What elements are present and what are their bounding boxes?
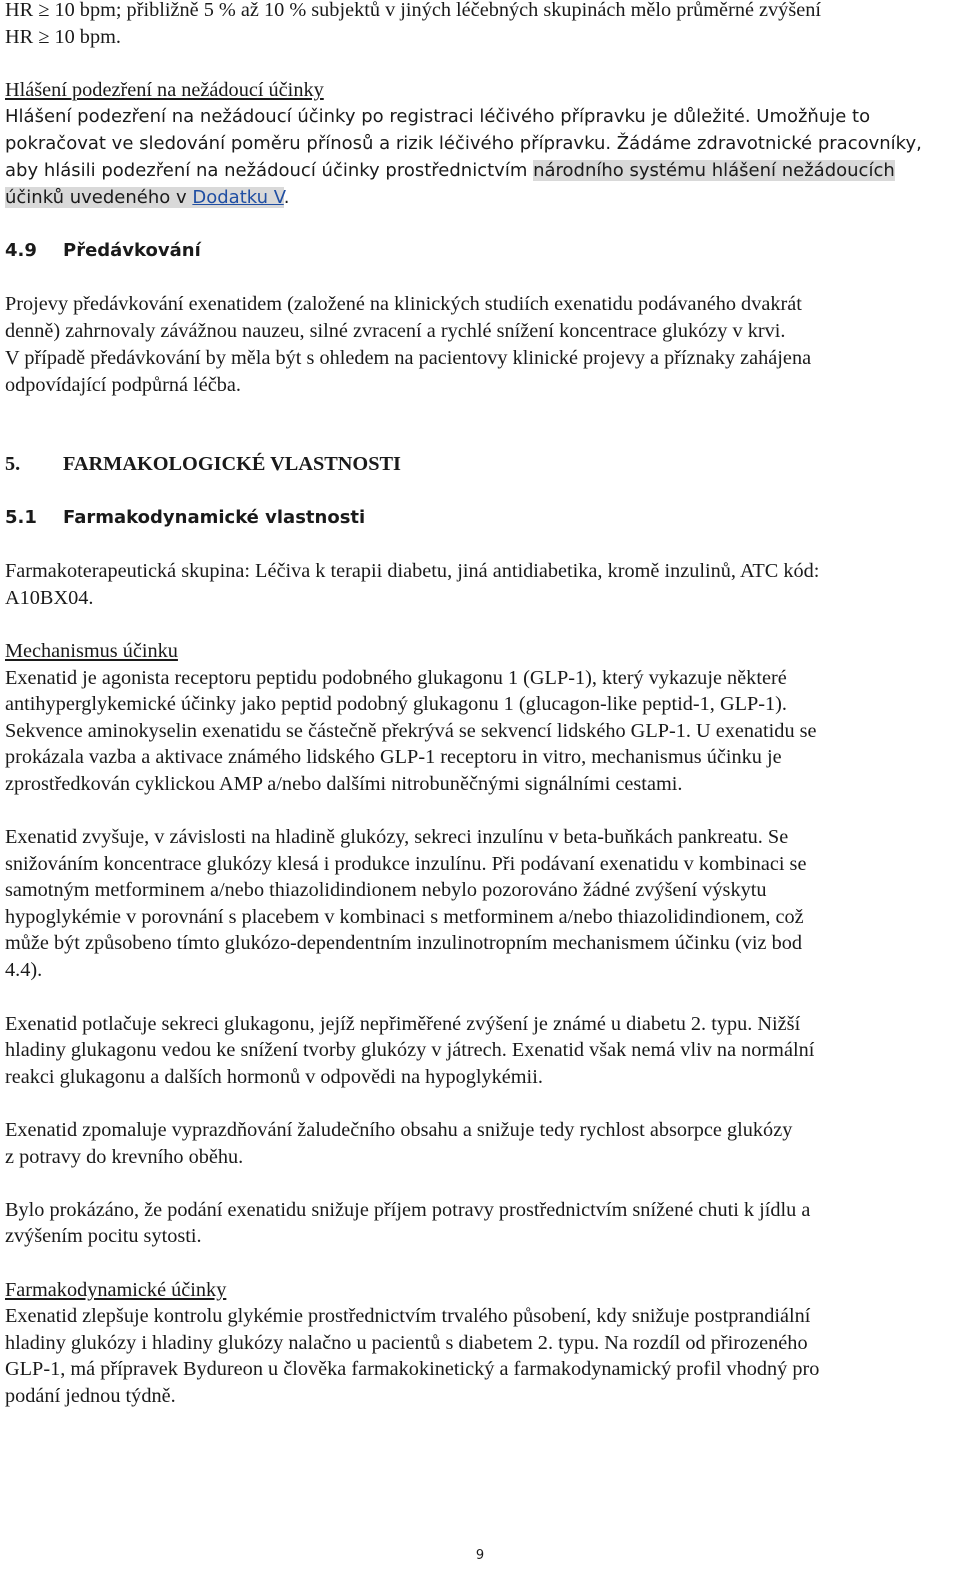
text-span: aby hlásili podezření na nežádoucí účinky prostřednictvím bbox=[5, 160, 534, 181]
text-line: Exenatid zpomaluje vyprazdňování žaludečního obsahu a snižuje tedy rychlost absorpce glukózy bbox=[5, 1119, 793, 1141]
text-line: Exenatid zvyšuje, v závislosti na hladině glukózy, sekreci inzulínu v beta-buňkách pankreatu. Se bbox=[5, 826, 789, 848]
section-number: 4.9 bbox=[5, 240, 37, 261]
text-line: 4.4). bbox=[5, 959, 43, 981]
text-line: odpovídající podpůrná léčba. bbox=[5, 374, 241, 396]
text-line: antihyperglykemické účinky jako peptid podobný glukagonu 1 (glucagon-like peptid-1, GLP-1). bbox=[5, 693, 787, 715]
text-line: hypoglykémie v porovnání s placebem v kombinaci s metforminem a/nebo thiazolidindionem, což bbox=[5, 906, 804, 928]
section-number: 5.1 bbox=[5, 507, 37, 528]
text-line: Exenatid potlačuje sekreci glukagonu, jejíž nepřiměřené zvýšení je známé u diabetu 2. typu. Nižší bbox=[5, 1013, 801, 1035]
text-line: prokázala vazba a aktivace známého lidského GLP-1 receptoru in vitro, mechanismus účinku je bbox=[5, 746, 782, 768]
text-line: HR ≥ 10 bpm. bbox=[5, 26, 121, 48]
text-line: zprostředkován cyklickou AMP a/nebo dalšími nitrobuněčnými signálními cestami. bbox=[5, 773, 683, 795]
text-line: snižováním koncentrace glukózy klesá i produkce inzulínu. Při podávaní exenatidu v kombinaci se bbox=[5, 853, 807, 875]
section-heading-5-1 bbox=[5, 505, 365, 532]
section-heading-4-9 bbox=[5, 238, 201, 265]
text-line: GLP-1, má přípravek Bydureon u člověka farmakokinetický a farmakodynamický profil vhodný pro bbox=[5, 1358, 820, 1380]
section-title: Farmakodynamické vlastnosti bbox=[63, 507, 366, 528]
text-line: pokračovat ve sledování poměru přínosů a rizik léčivého přípravku. Žádáme zdravotnické pracovníky, bbox=[5, 133, 922, 154]
text-line: Farmakoterapeutická skupina: Léčiva k terapii diabetu, jiná antidiabetika, kromě inzulinů, ATC kód: bbox=[5, 560, 820, 582]
text-line: reakci glukagonu a dalších hormonů v odpovědi na hypoglykémii. bbox=[5, 1066, 543, 1088]
text-line: A10BX04. bbox=[5, 587, 94, 609]
text-line: V případě předávkování by měla být s ohledem na pacientovy klinické projevy a příznaky zahájena bbox=[5, 347, 812, 369]
text-line: Exenatid je agonista receptoru peptidu podobného glukagonu 1 (GLP-1), který vykazuje některé bbox=[5, 667, 787, 689]
text-line: hladiny glukagonu vedou ke snížení tvorby glukózy v játrech. Exenatid však nemá vliv na normální bbox=[5, 1039, 815, 1061]
text-line: denně) zahrnovaly závážnou nauzeu, silné zvracení a rychlé snížení koncentrace glukózy v krvi. bbox=[5, 320, 786, 342]
section-number: 5. bbox=[5, 453, 21, 475]
text-span: . bbox=[283, 187, 290, 208]
text-line: může být způsobeno tímto glukózo-dependentním inzulinotropním mechanismem účinku (viz bod bbox=[5, 932, 802, 954]
text-span: účinků uvedeného v bbox=[5, 187, 193, 208]
section-title: FARMAKOLOGICKÉ VLASTNOSTI bbox=[63, 453, 401, 475]
text-line: samotným metforminem a/nebo thiazolidindionem nebylo pozorováno žádné zvýšení výskytu bbox=[5, 879, 767, 901]
text-line bbox=[5, 158, 895, 185]
text-line: hladiny glukózy i hladiny glukózy nalačno u pacientů s diabetem 2. typu. Na rozdíl od přirozeného bbox=[5, 1332, 808, 1354]
text-line: zvýšením pocitu sytosti. bbox=[5, 1225, 202, 1247]
text-line: Hlášení podezření na nežádoucí účinky po registraci léčivého přípravku je důležité. Umožňuje to bbox=[5, 106, 871, 127]
highlighted-text: národního systému hlášení nežádoucích bbox=[533, 160, 895, 181]
text-line bbox=[5, 185, 289, 212]
pharmacodynamic-heading: Farmakodynamické účinky bbox=[5, 1279, 227, 1301]
text-line: Sekvence aminokyselin exenatidu se částečně překrývá se sekvencí lidského GLP-1. U exenatidu se bbox=[5, 720, 817, 742]
mechanism-heading: Mechanismus účinku bbox=[5, 640, 178, 662]
text-line: HR ≥ 10 bpm; přibližně 5 % až 10 % subjektů v jiných léčebných skupinách mělo průměrné zvýšení bbox=[5, 0, 821, 21]
text-line: z potravy do krevního oběhu. bbox=[5, 1146, 244, 1168]
section-heading-5 bbox=[5, 451, 401, 478]
text-line: Bylo prokázáno, že podání exenatidu snižuje příjem potravy prostřednictvím snížené chuti k jídlu a bbox=[5, 1199, 811, 1221]
highlighted-text bbox=[5, 187, 284, 208]
section-title: Předávkování bbox=[63, 240, 201, 261]
page-number: 9 bbox=[475, 1548, 485, 1563]
annex-v-link[interactable]: Dodatku V bbox=[192, 187, 284, 208]
reporting-heading: Hlášení podezření na nežádoucí účinky bbox=[5, 79, 324, 101]
text-line: Exenatid zlepšuje kontrolu glykémie prostřednictvím trvalého působení, kdy snižuje postprandiální bbox=[5, 1305, 811, 1327]
text-line: Projevy předávkování exenatidem (založené na klinických studiích exenatidu podávaného dvakrát bbox=[5, 293, 802, 315]
text-line: podání jednou týdně. bbox=[5, 1385, 176, 1407]
